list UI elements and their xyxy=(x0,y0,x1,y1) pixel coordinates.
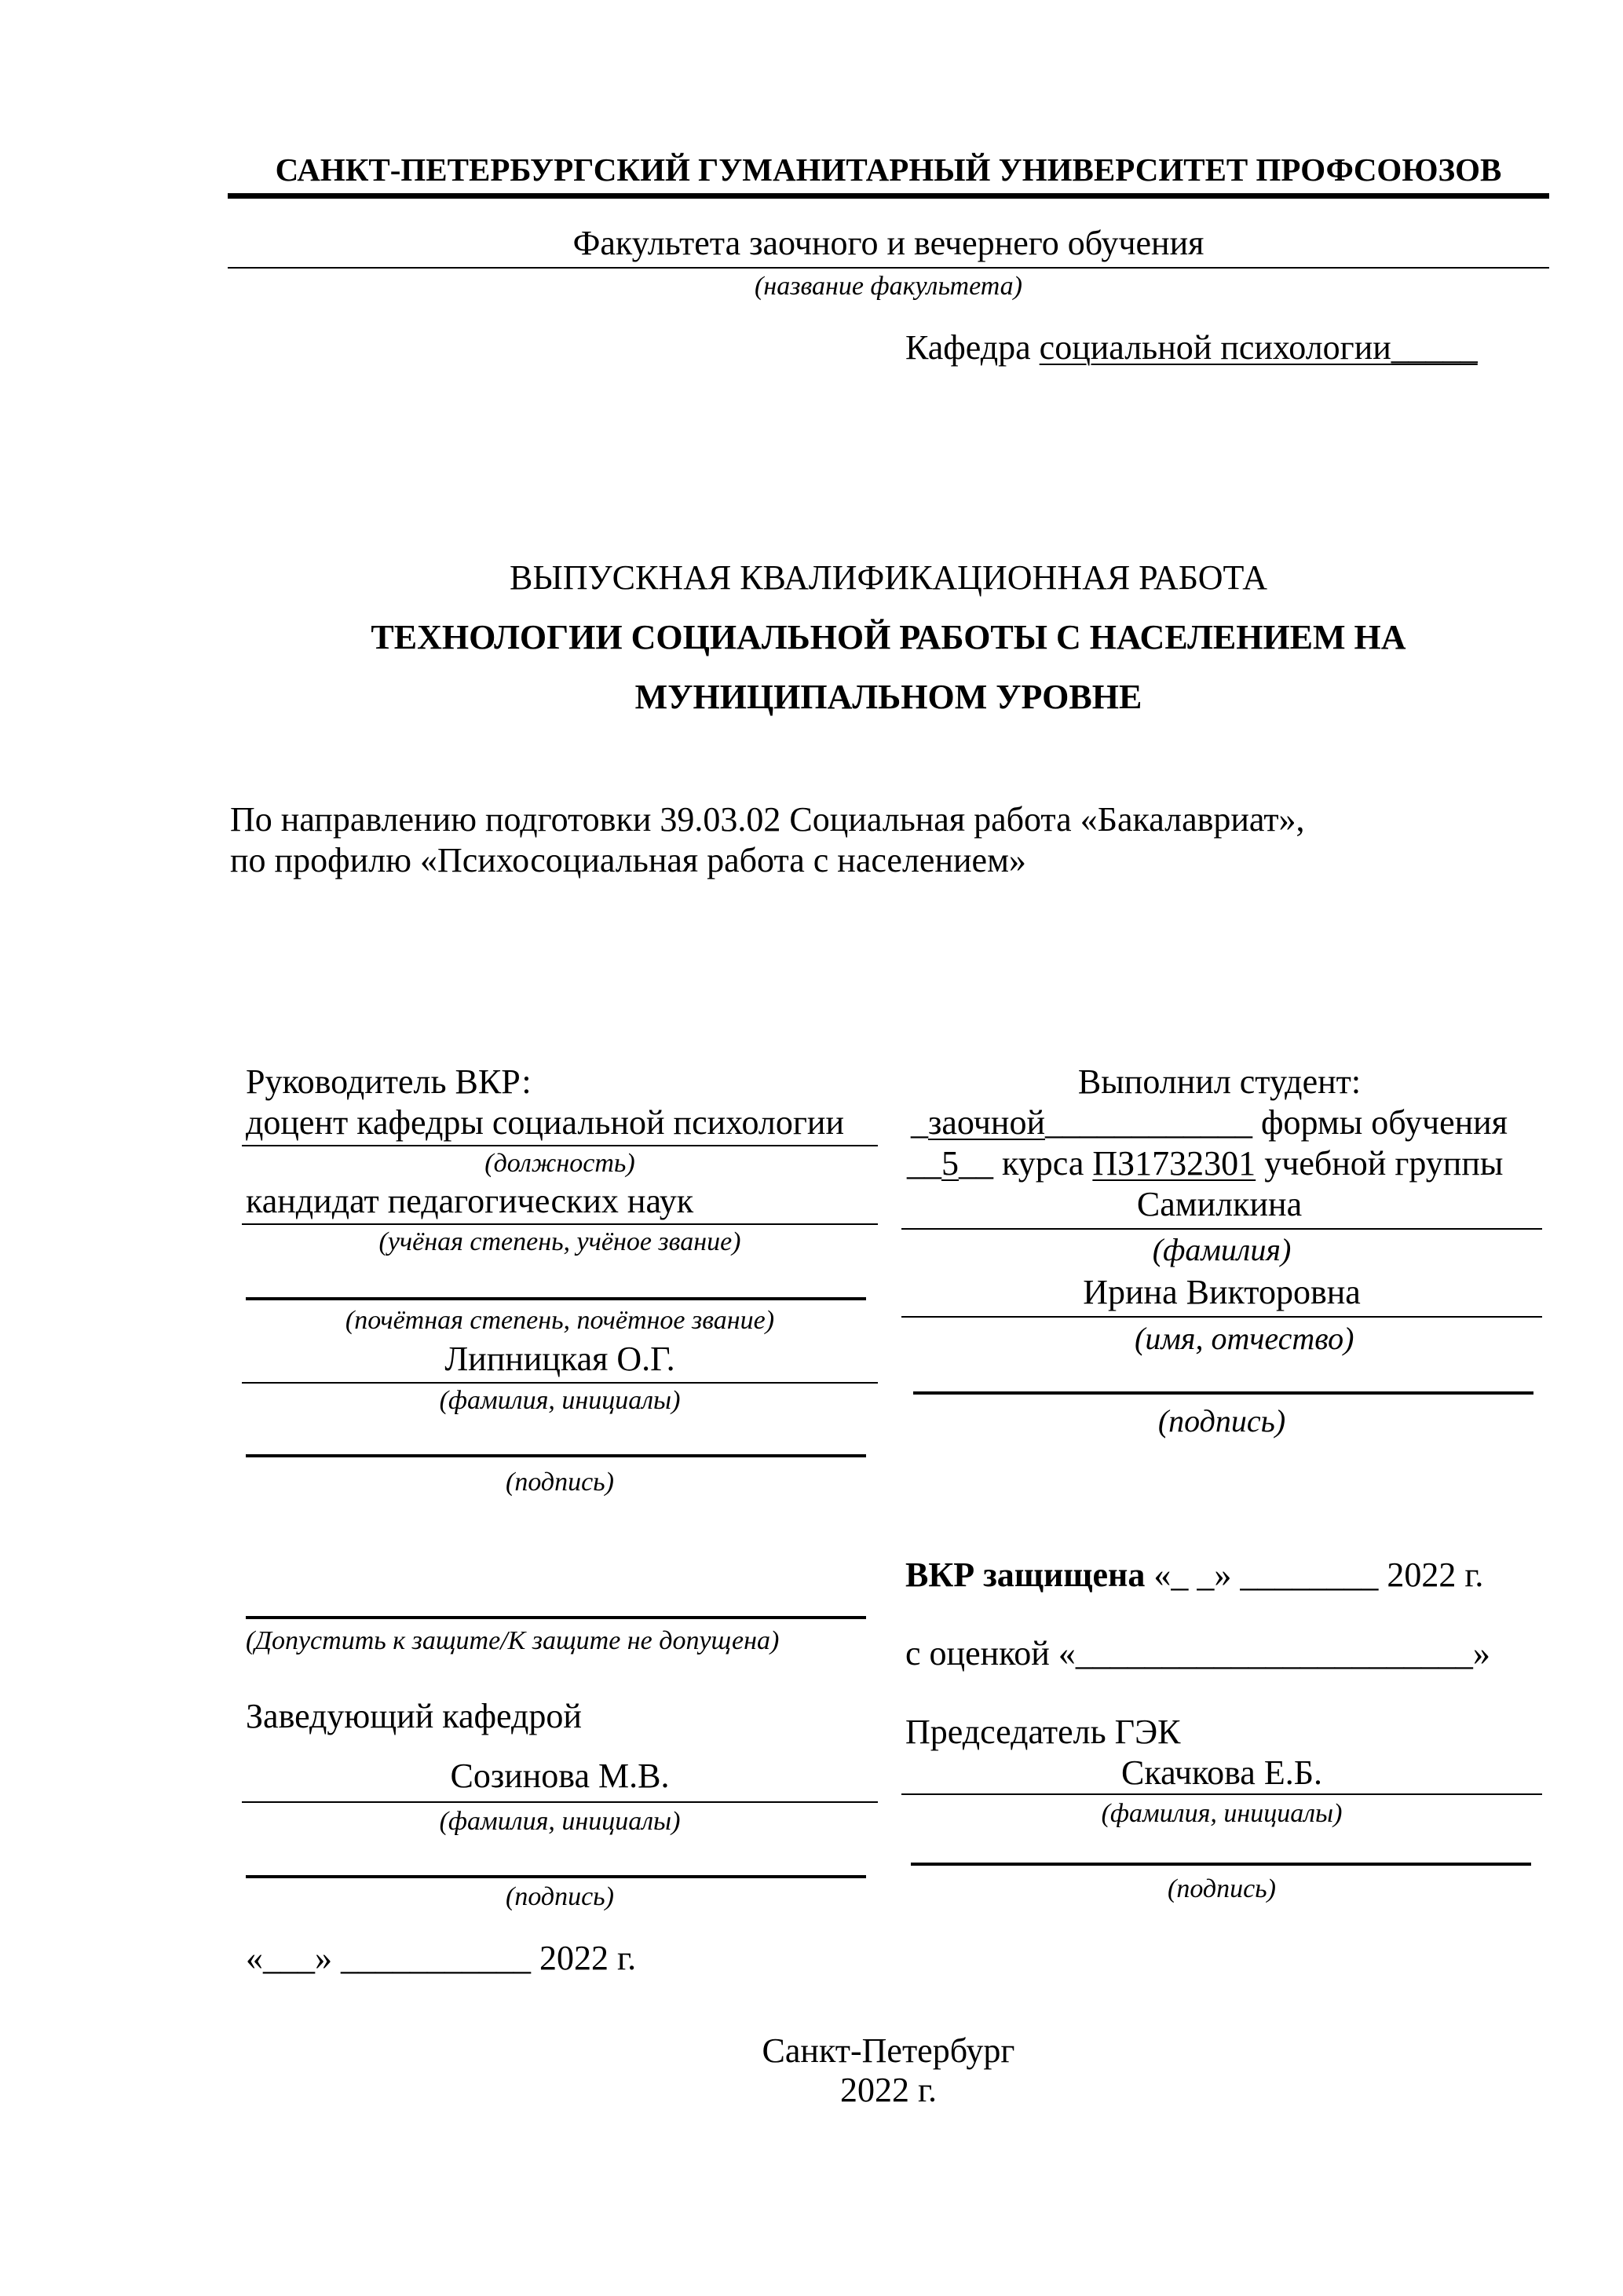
supervisor-name: Липницкая О.Г. xyxy=(444,1340,675,1378)
direction-line1: По направлению подготовки 39.03.02 Социальная работа «Бакалавриат», xyxy=(230,800,1305,839)
head-of-department-name: Созинова М.В. xyxy=(450,1757,670,1795)
thesis-title-line1: ТЕХНОЛОГИИ СОЦИАЛЬНОЙ РАБОТЫ С НАСЕЛЕНИЕМ НА xyxy=(371,618,1406,656)
group-value[interactable]: ПЗ1732301 xyxy=(1092,1144,1256,1183)
department-line xyxy=(905,327,1478,368)
head-signature-caption: (подпись) xyxy=(506,1882,614,1911)
head-name-caption: (фамилия, инициалы) xyxy=(439,1807,681,1836)
admission-decision-blank[interactable] xyxy=(246,1616,866,1619)
supervisor-position: доцент кафедры социальной психологии xyxy=(246,1103,845,1142)
footer-city: Санкт-Петербург xyxy=(762,2031,1015,2070)
study-form-line: _заочной____________ формы обучения xyxy=(911,1103,1508,1142)
supervisor-honorary-caption: (почётная степень, почётное звание) xyxy=(345,1306,775,1335)
chair-signature-blank[interactable] xyxy=(911,1863,1531,1866)
supervisor-signature-blank[interactable] xyxy=(246,1454,866,1457)
date-month-blank[interactable]: ___________ xyxy=(341,1939,531,1977)
supervisor-signature-caption: (подпись) xyxy=(506,1468,614,1497)
supervisor-degree-caption: (учёная степень, учёное звание) xyxy=(378,1227,741,1256)
university-name: САНКТ-ПЕТЕРБУРГСКИЙ ГУМАНИТАРНЫЙ УНИВЕРСИТЕТ ПРОФСОЮЗОВ xyxy=(275,152,1502,188)
supervisor-name-caption: (фамилия, инициалы) xyxy=(439,1386,681,1415)
supervisor-name-rule xyxy=(242,1382,878,1384)
student-given-names: Ирина Викторовна xyxy=(1083,1273,1361,1311)
header-divider-thick xyxy=(228,193,1549,199)
defense-date[interactable]: «_ _» ________ 2022 г. xyxy=(1153,1556,1484,1594)
footer-year: 2022 г. xyxy=(839,2071,938,2109)
defense-grade-line: с оценкой «_______________________» xyxy=(905,1634,1490,1673)
defense-protected-label: ВКР защищена xyxy=(905,1556,1146,1594)
defense-date-line xyxy=(905,1555,1483,1596)
department-name: социальной психологии xyxy=(1039,328,1391,367)
course-group-line: __5__ курса ПЗ1732301 учебной группы xyxy=(907,1144,1504,1183)
date-year: 2022 г. xyxy=(539,1939,637,1977)
study-form-suffix: формы обучения xyxy=(1261,1103,1508,1142)
head-of-department-label: Заведующий кафедрой xyxy=(246,1697,582,1735)
thesis-title-line2: МУНИЦИПАЛЬНОМ УРОВНЕ xyxy=(634,678,1142,716)
date-day-blank[interactable]: ___ xyxy=(263,1939,315,1977)
document-type: ВЫПУСКНАЯ КВАЛИФИКАЦИОННАЯ РАБОТА xyxy=(509,558,1268,597)
chair-name-rule xyxy=(901,1793,1542,1795)
faculty-name: Факультета заочного и вечернего обучения xyxy=(572,224,1204,262)
supervisor-honorary-blank[interactable] xyxy=(246,1297,866,1300)
chair-name-caption: (фамилия, инициалы) xyxy=(1101,1799,1343,1828)
course-value[interactable]: 5 xyxy=(941,1144,959,1183)
student-given-names-rule xyxy=(901,1316,1542,1318)
head-signature-blank[interactable] xyxy=(246,1875,866,1878)
faculty-rule xyxy=(228,267,1549,269)
study-form-value[interactable]: заочной xyxy=(928,1103,1045,1142)
head-name-rule xyxy=(242,1801,878,1803)
commission-chair-label: Председатель ГЭК xyxy=(905,1713,1181,1751)
commission-chair-name: Скачкова Е.Б. xyxy=(1121,1753,1322,1792)
student-signature-blank[interactable] xyxy=(913,1391,1533,1395)
chair-signature-caption: (подпись) xyxy=(1168,1874,1276,1903)
student-surname-rule xyxy=(901,1228,1542,1230)
faculty-caption: (название факультета) xyxy=(755,272,1022,301)
supervisor-degree-rule xyxy=(242,1223,878,1225)
supervisor-position-rule xyxy=(242,1145,878,1146)
student-given-names-caption: (имя, отчество) xyxy=(1135,1321,1354,1356)
admission-caption: (Допустить к защите/К защите не допущена) xyxy=(246,1626,780,1655)
defense-grade-blank[interactable]: _______________________ xyxy=(1075,1634,1473,1673)
student-label: Выполнил студент: xyxy=(1077,1062,1362,1101)
student-signature-caption: (подпись) xyxy=(1157,1403,1286,1439)
student-surname-caption: (фамилия) xyxy=(1152,1232,1292,1267)
department-blank: _____ xyxy=(1391,328,1478,367)
admission-date: «___» ___________ 2022 г. xyxy=(246,1939,637,1977)
supervisor-degree: кандидат педагогических наук xyxy=(246,1182,694,1220)
supervisor-position-caption: (должность) xyxy=(484,1149,635,1178)
department-label: Кафедра xyxy=(905,328,1031,367)
student-surname: Самилкина xyxy=(1136,1185,1303,1223)
supervisor-label: Руководитель ВКР: xyxy=(246,1062,532,1101)
direction-line2: по профилю «Психосоциальная работа с населением» xyxy=(230,841,1026,879)
